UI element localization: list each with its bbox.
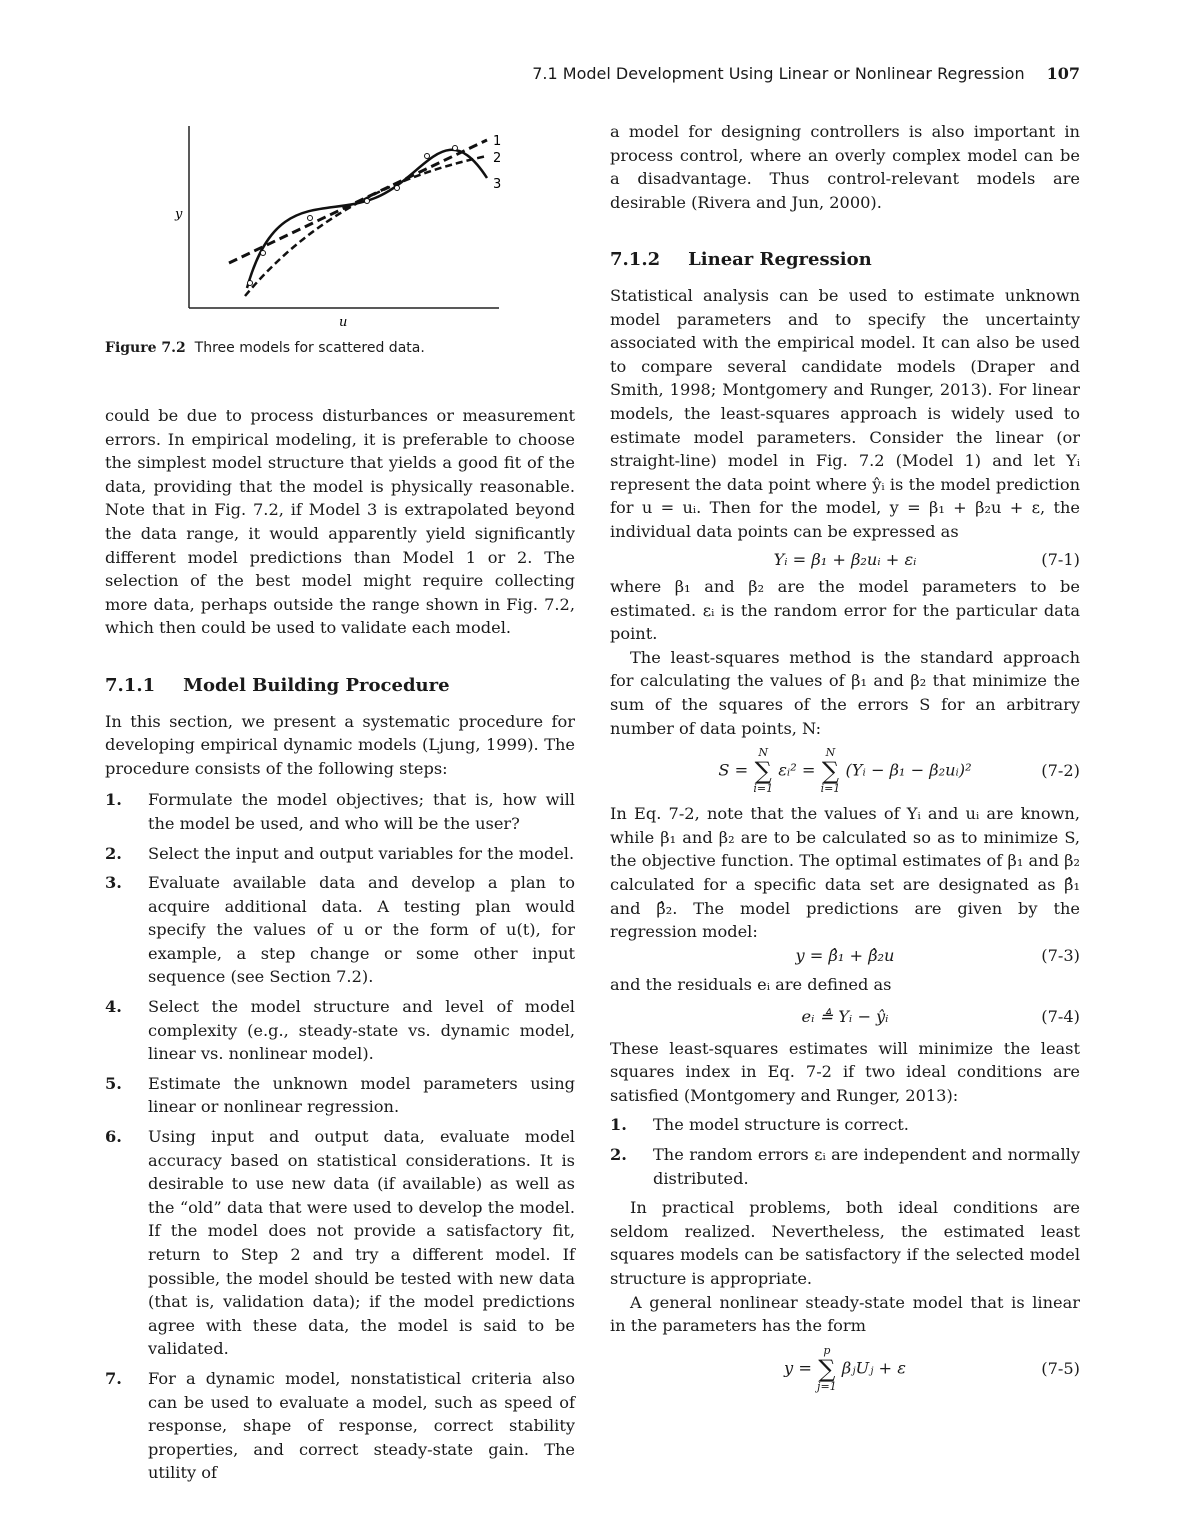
right-paragraph-5: and the residuals eᵢ are defined as xyxy=(610,975,892,995)
left-paragraph-1: could be due to process disturbances or measurement errors. In empirical modeling, it is preferable to choose the simplest model structure that yields a good fit of the data, providing that the model is physically reasonable. Note that in Fig. 7.2, if Model 3 is extrapolated beyond the data range, it would apparently yield significantly different model predictions than Model 1 or 2. The selection of the best model might require collecting more data, perhaps outside the range shown in Fig. 7.2, which then could be used to validate each model. xyxy=(105,406,575,638)
right-paragraph-0: a model for designing controllers is also important in process control, where an overly complex model can be a disadvantage. Thus control-relevant models are desirable (Rivera and Jun, 2000). xyxy=(610,122,1080,212)
right-paragraph-6: These least-squares estimates will minimize the least squares index in Eq. 7-2 if two ideal conditions are satisfied (Montgomery and Runger, 2013): xyxy=(610,1038,1080,1105)
section-title: Model Building Procedure xyxy=(183,674,450,696)
section-heading-7-1-1 xyxy=(105,674,575,698)
section-number: 7.1.2 xyxy=(610,249,661,271)
step-item: 6. Using input and output data, evaluate model accuracy based on statistical considerations. It is desirable to use new data (if available) as well as the “old” data that were used to develop the model. If the model does not provide a satisfactory fit, return to Step 2 and try a different model. If possible, the model should be tested with new data (that is, validation data); if the model predictions agree with these data, the model is said to be validated. xyxy=(105,1127,575,1359)
step-item: 1. Formulate the model objectives; that is, how will the model be used, and who will be the user? xyxy=(105,790,575,833)
right-paragraph-1: Statistical analysis can be used to estimate unknown model parameters and to specify the uncertainty associated with the empirical model. It can also be used to compare several candidate models (Draper and Smith, 1998; Montgomery and Runger, 2013). For linear models, the least-squares approach is widely used to estimate model parameters. Consider the linear (or straight-line) model in Fig. 7.2 (Model 1) and let Yᵢ represent the data point where ŷᵢ is the model prediction for u = uᵢ. Then for the model, y = β₁ + β₂u + ε, the individual data points can be expressed as xyxy=(610,285,1080,541)
figure-caption-text: Three models for scattered data. xyxy=(194,340,425,356)
summation-symbol: N ∑ i=1 xyxy=(753,746,774,796)
summation-symbol: p ∑ j=1 xyxy=(817,1343,837,1393)
condition-item: 1. The model structure is correct. xyxy=(610,1115,909,1135)
step-item: 3. Evaluate available data and develop a plan to acquire additional data. A testing plan would specify the values of u or the form of u(t), for example, a step change or some other input sequence (see Section 7.2). xyxy=(105,873,575,987)
equation-7-3: y = β̂₁ + β̂₂u (7-3) xyxy=(795,945,1080,965)
condition-item: 2. The random errors εᵢ are independent and normally distributed. xyxy=(610,1144,1080,1188)
equation-7-1: Yᵢ = β₁ + β₂uᵢ + εᵢ (7-1) xyxy=(773,549,1080,569)
ideal-conditions-list xyxy=(610,1113,1080,1190)
equation-7-2: S = N ∑ i=1 εᵢ² = N ∑ i=1 (Yᵢ − β₁ − β₂uᵢ)² (7-2) xyxy=(718,746,1080,796)
section-title: Linear Regression xyxy=(688,249,872,271)
procedure-steps xyxy=(105,788,575,1485)
data-points xyxy=(248,146,458,286)
equation-7-4: eᵢ ≜ Yᵢ − ŷᵢ (7-4) xyxy=(801,1007,1080,1026)
step-item: 2. Select the input and output variables for the model. xyxy=(105,843,575,863)
step-item: 4. Select the model structure and level of model complexity (e.g., steady-state vs. dynamic model, linear vs. nonlinear model). xyxy=(105,997,575,1064)
page-number: 107 xyxy=(1046,64,1080,83)
right-column xyxy=(610,120,1080,1394)
right-paragraph-3: The least-squares method is the standard approach for calculating the values of β₁ and β₂ that minimize the sum of the squares of the errors S for an arbitrary number of data points, N: xyxy=(610,647,1080,738)
x-axis-label: u xyxy=(339,315,348,330)
step-item: 5. Estimate the unknown model parameters using linear or nonlinear regression. xyxy=(105,1073,575,1117)
figure-caption xyxy=(105,340,425,356)
figure-label: Figure 7.2 xyxy=(105,340,186,356)
left-column xyxy=(105,404,575,1491)
figure-7-2 xyxy=(105,118,575,368)
curve-label-3: 3 xyxy=(493,177,502,192)
right-paragraph-2: where β₁ and β₂ are the model parameters to be estimated. εᵢ is the random error for the particular data point. xyxy=(610,577,1080,644)
y-axis-label: y xyxy=(175,207,183,222)
right-paragraph-4: In Eq. 7-2, note that the values of Yᵢ and uᵢ are known, while β₁ and β₂ are to be calculated so as to minimize S, the objective function. The optimal estimates of β₁ and β₂ calculated for a specific data set are designated as β̂₁ and β̂₂. The model predictions are given by the regression model: xyxy=(610,804,1080,942)
section-heading-7-1-2 xyxy=(610,248,1080,272)
curve-label-2: 2 xyxy=(493,151,502,166)
summation-symbol: N ∑ i=1 xyxy=(820,746,841,796)
step-item: 7. For a dynamic model, nonstatistical criteria also can be used to evaluate a model, such as speed of response, shape of response, correct stability properties, and correct steady-state gain. The utility of xyxy=(105,1368,575,1483)
right-paragraph-8: A general nonlinear steady-state model that is linear in the parameters has the form xyxy=(610,1292,1080,1336)
curve-label-1: 1 xyxy=(493,134,502,149)
running-title: 7.1 Model Development Using Linear or Nonlinear Regression xyxy=(532,64,1025,83)
equation-7-5: y = p ∑ j=1 βⱼUⱼ + ε (7-5) xyxy=(784,1343,1080,1393)
model-3-curve xyxy=(247,150,487,288)
right-paragraph-7: In practical problems, both ideal conditions are seldom realized. Nevertheless, the estimated least squares models can be satisfactory if the selected model structure is appropriate. xyxy=(610,1198,1080,1288)
section-number: 7.1.1 xyxy=(105,674,156,696)
running-header xyxy=(506,64,1080,83)
figure-plot xyxy=(105,118,575,348)
left-paragraph-2: In this section, we present a systematic procedure for developing empirical dynamic models (Ljung, 1999). The procedure consists of the following steps: xyxy=(105,711,575,778)
